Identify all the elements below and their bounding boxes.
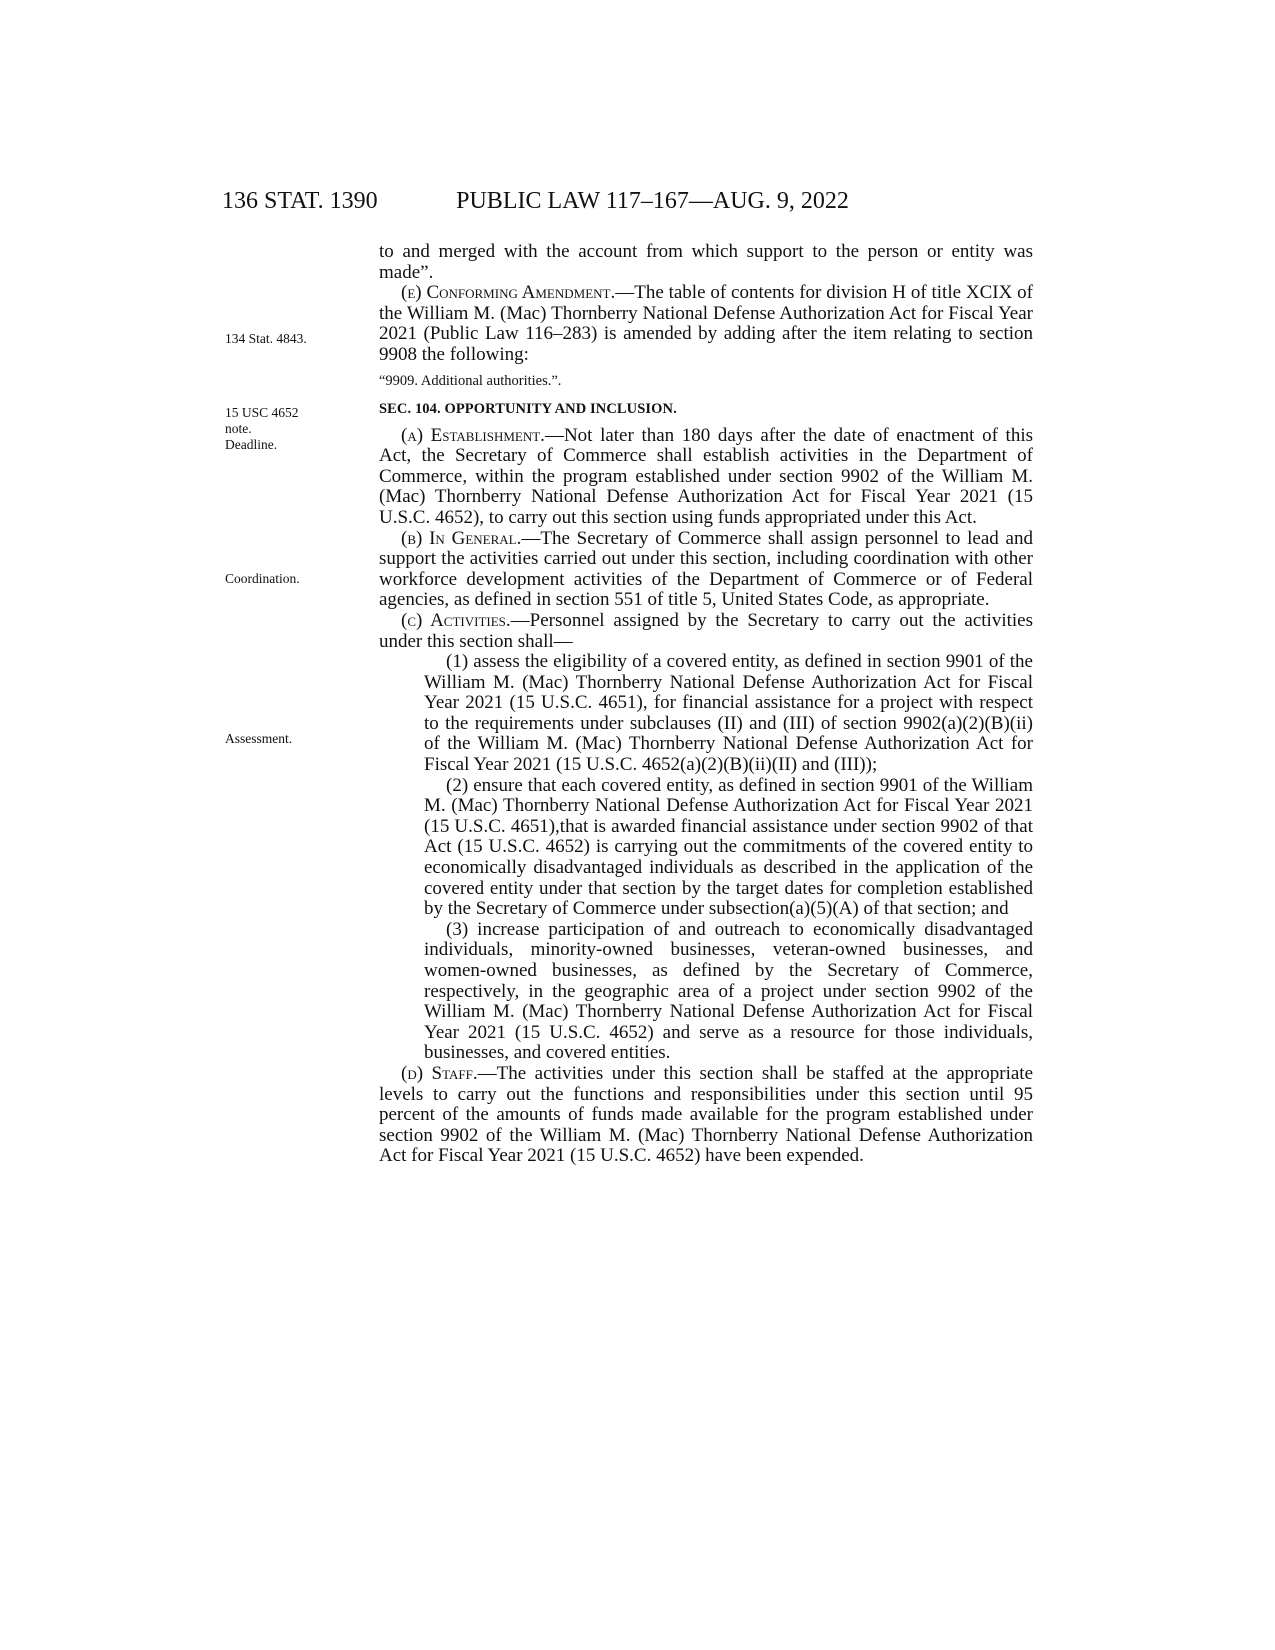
margin-note-stat-ref: 134 Stat. 4843.: [225, 331, 307, 346]
list-item-2: (2) ensure that each covered entity, as defined in section 9901 of the William M. (Mac) Thornberry National Defense Authorization Act for Fiscal Year 2021 (15 U.S.C. 4651),that is awarded financial assistance under section 9902 of that Act (15 U.S.C. 4652) is carrying out the commitments of the covered entity to economically disadvantaged individuals as described in the application of the covered entity under that section by the target dates for completion established by the Secretary of Commerce under subsection(a)(5)(A) of that section; and: [424, 774, 1033, 920]
body-text: [379, 242, 1033, 1167]
margin-note-coordination: Coordination.: [225, 571, 300, 586]
paragraph-b: [379, 529, 1033, 611]
stat-page-number: 136 STAT. 1390: [222, 188, 378, 214]
list-item-1: (1) assess the eligibility of a covered entity, as defined in section 9901 of the William M. (Mac) Thornberry National Defense Authorization Act for Fiscal Year 2021 (15 U.S.C. 4651), for financial assistance for a project with respect to the requirements under subclauses (II) and (III) of section 9902(a)(2)(B)(ii) of the William M. (Mac) Thornberry National Defense Authorization Act for Fiscal Year 2021 (15 U.S.C. 4652(a)(2)(B)(ii)(II) and (III));: [424, 651, 1033, 776]
page-header: [0, 186, 1275, 220]
paragraph-c-text: —Personnel assigned by the Secretary to carry out the activities under this section shall—: [379, 609, 1033, 652]
paragraph-d-heading: (d) Staff.: [401, 1062, 478, 1084]
toc-item: “9909. Additional authorities.”.: [379, 372, 562, 389]
list-item-3: (3) increase participation of and outreach to economically disadvantaged individuals, minority-owned businesses, veteran-owned businesses, and women-owned businesses, as defined by the Secretary of Commerce, respectively, in the geographic area of a project under section 9902 of the William M. (Mac) Thornberry National Defense Authorization Act for Fiscal Year 2021 (15 U.S.C. 4652) and serve as a resource for those individuals, businesses, and covered entities.: [424, 918, 1033, 1064]
paragraph-b-text: —The Secretary of Commerce shall assign personnel to lead and support the activities carried out under this section, including coordination with other workforce development activities of the Department of Commerce or of Federal agencies, as defined in section 551 of title 5, United States Code, as appropriate.: [379, 527, 1033, 611]
margin-note-deadline: Deadline.: [225, 437, 278, 452]
paragraph-continuation: to and merged with the account from which support to the person or entity was made”.: [379, 241, 1033, 283]
section-heading: SEC. 104. OPPORTUNITY AND INCLUSION.: [379, 400, 677, 417]
paragraph-e: [379, 283, 1033, 365]
law-title: PUBLIC LAW 117–167—AUG. 9, 2022: [456, 188, 849, 214]
paragraph-a-heading: (a) Establishment.: [401, 424, 545, 446]
paragraph-a-text: —Not later than 180 days after the date of enactment of this Act, the Secretary of Commerce shall establish activities in the Department of Commerce, within the program established under section 9902 of the William M. (Mac) Thornberry National Defense Authorization Act for Fiscal Year 2021 (15 U.S.C. 4652), to carry out this section using funds appropriated under this Act.: [379, 424, 1033, 528]
paragraph-e-text: —The table of contents for division H of title XCIX of the William M. (Mac) Thornberry National Defense Authorization Act for Fiscal Year 2021 (Public Law 116–283) is amended by adding after the item relating to section 9908 the following:: [379, 282, 1034, 365]
paragraph-b-heading: (b) In General.: [401, 527, 522, 549]
paragraph-e-heading: (e) Conforming Amendment.: [401, 282, 616, 304]
margin-note-assessment: Assessment.: [225, 731, 293, 746]
paragraph-a: [379, 426, 1033, 529]
paragraph-c-heading: (c) Activities.: [401, 609, 511, 631]
paragraph-d-text: —The activities under this section shall be staffed at the appropriate levels to carry out the functions and responsibilities under this section until 95 percent of the amounts of funds made available for the program established under section 9902 of the William M. (Mac) Thornberry National Defense Authorization Act for Fiscal Year 2021 (15 U.S.C. 4652) have been expended.: [379, 1062, 1033, 1167]
paragraph-d: [379, 1064, 1033, 1167]
paragraph-c: [379, 611, 1033, 652]
margin-note-usc: 15 USC 4652 note.: [225, 405, 299, 436]
